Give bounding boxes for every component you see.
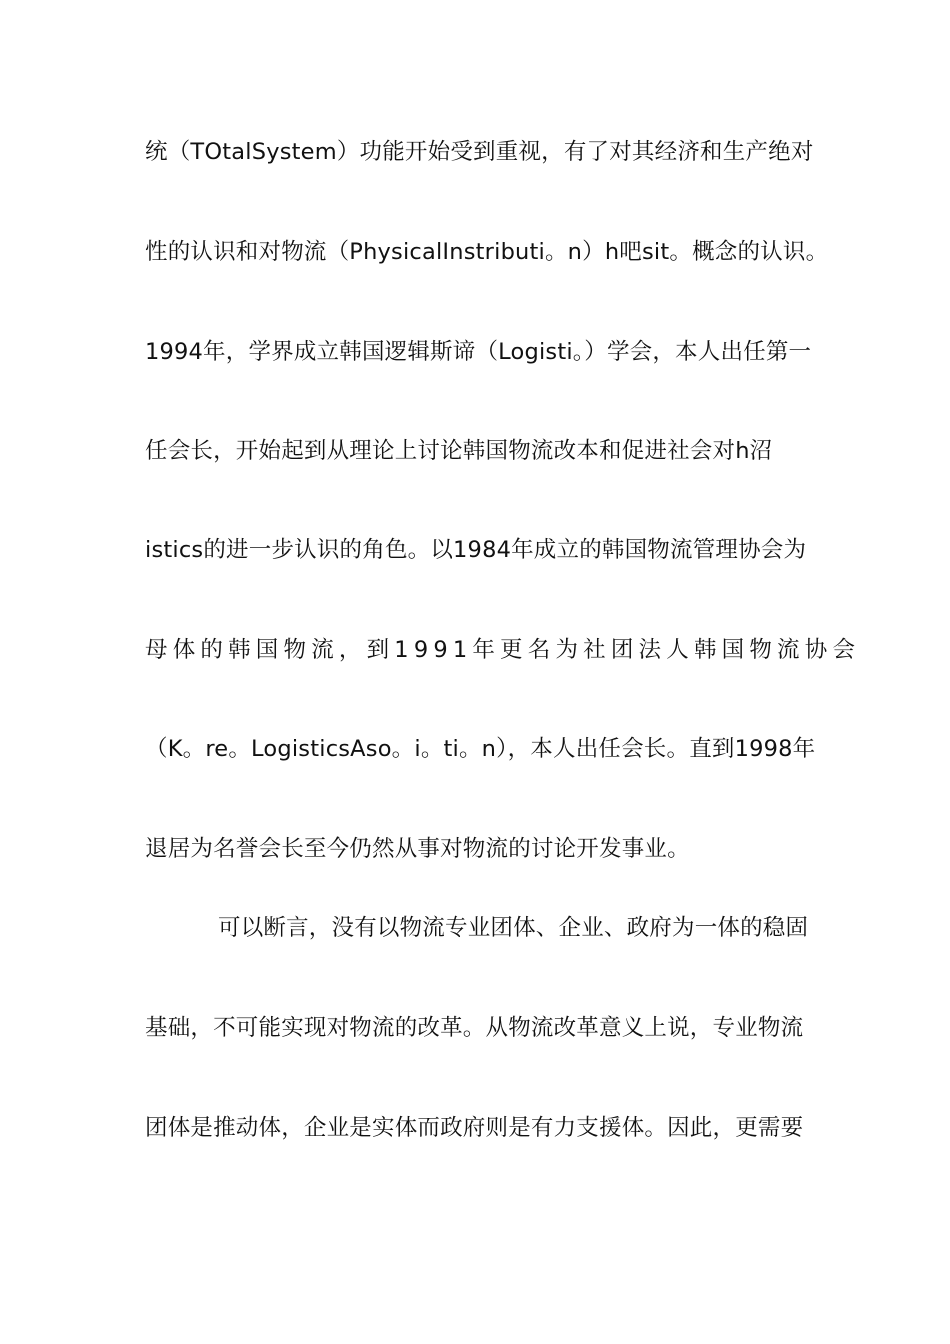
paragraph-line: （K。re。LogisticsAso。i。ti。n），本人出任会长。直到1998年: [145, 736, 816, 762]
paragraph-line: istics的进一步认识的角色。以1984年成立的韩国物流管理协会为: [145, 537, 807, 563]
paragraph-line: 统（TOtalSystem）功能开始受到重视，有了对其经济和生产绝对: [145, 139, 814, 165]
paragraph-line: 基础，不可能实现对物流的改革。从物流改革意义上说，专业物流: [145, 1015, 804, 1041]
paragraph-first-line: 可以断言，没有以物流专业团体、企业、政府为一体的稳固: [218, 915, 809, 941]
paragraph-line: 团体是推动体，企业是实体而政府则是有力支援体。因此，更需要: [145, 1115, 804, 1141]
paragraph-line: 退居为名誉会长至今仍然从事对物流的讨论开发事业。: [145, 836, 690, 862]
paragraph-line: 母体的韩国物流，到1991年更名为社团法人韩国物流协会: [145, 637, 861, 663]
paragraph-line: 任会长，开始起到从理论上讨论韩国物流改本和促进社会对h沼: [145, 438, 773, 464]
paragraph-line: 1994年，学界成立韩国逻辑斯谛（Logisti。）学会，本人出任第一: [145, 339, 812, 365]
paragraph-line: 性的认识和对物流（PhysicalInstributi。n）h吧sit。概念的认识。: [145, 239, 829, 265]
